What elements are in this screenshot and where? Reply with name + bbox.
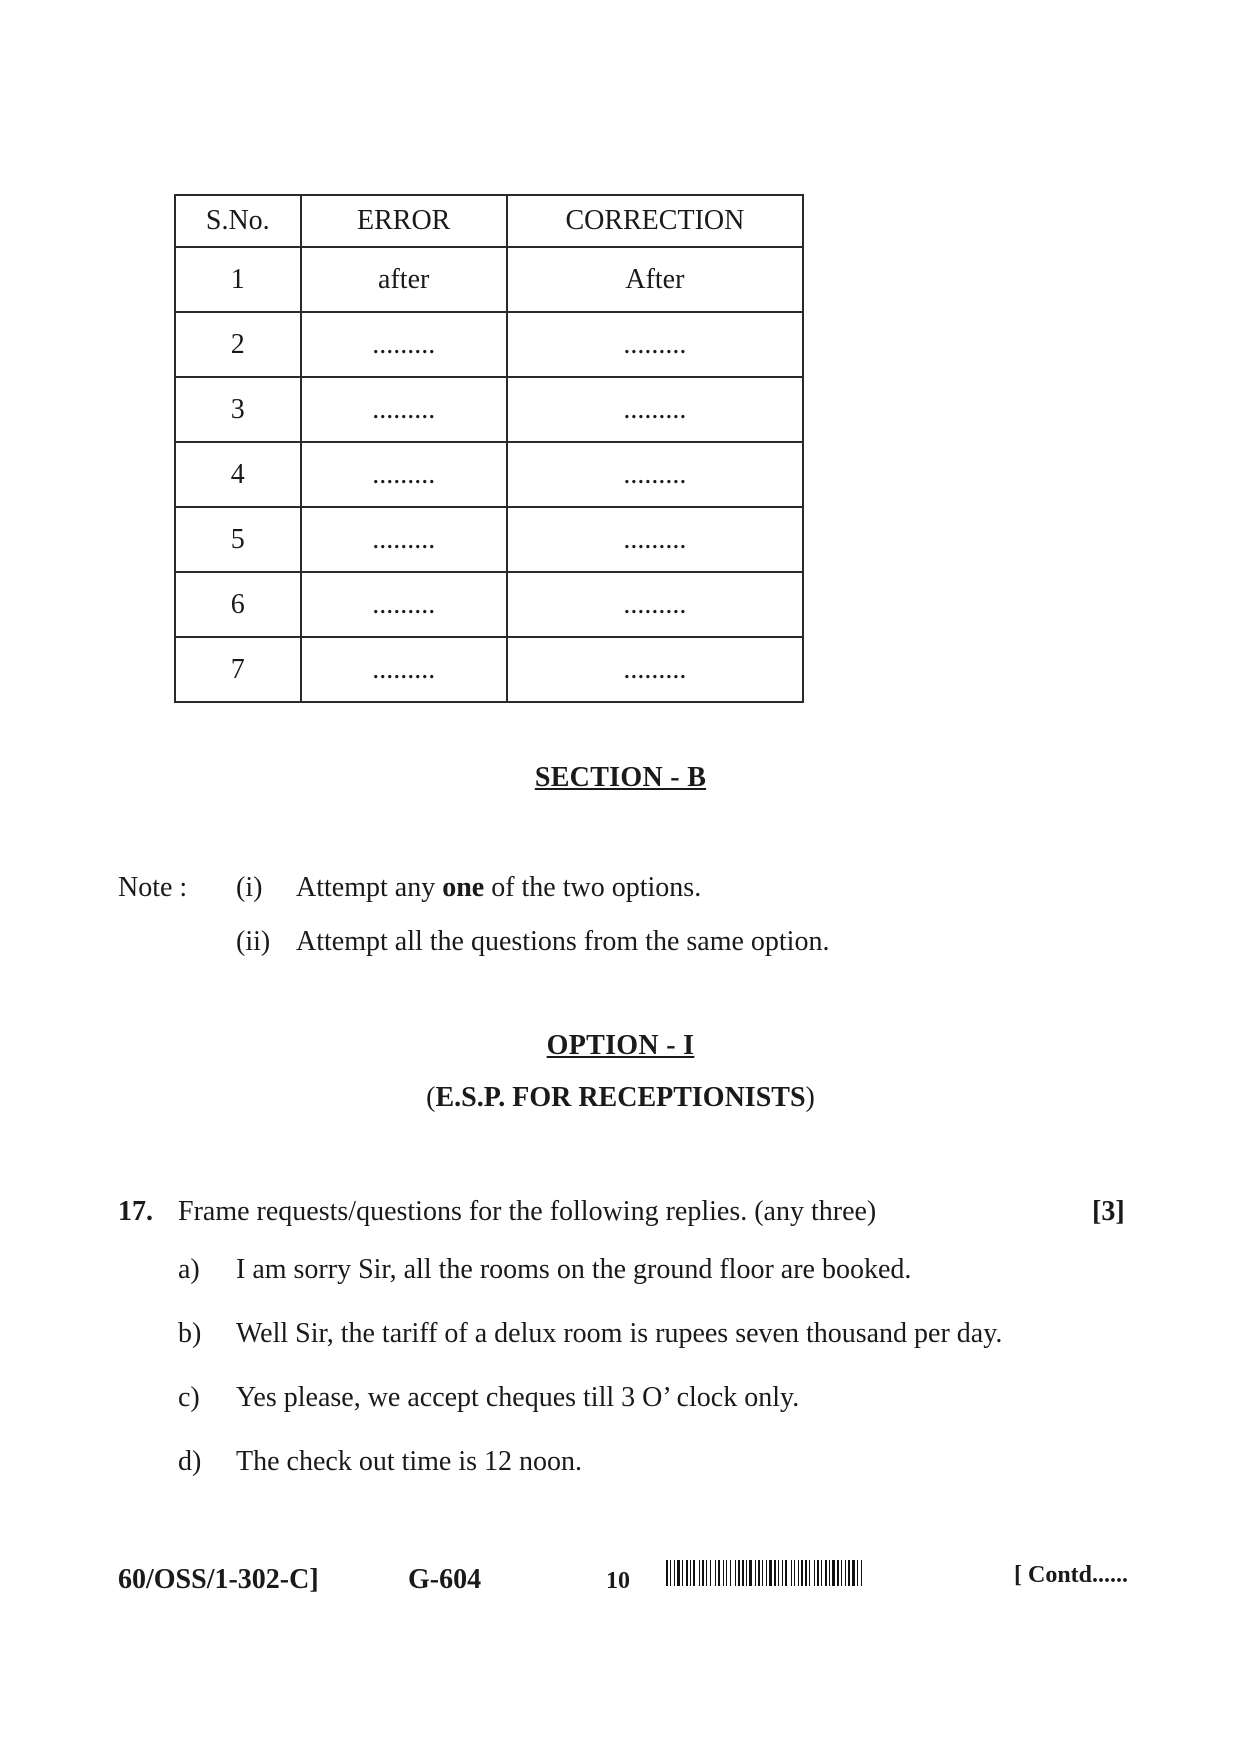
barcode-bar <box>749 1560 752 1586</box>
barcode-bar <box>845 1560 846 1586</box>
barcode-bar <box>785 1560 787 1586</box>
cell-correction: ......... <box>507 637 803 702</box>
barcode-bar <box>814 1560 815 1586</box>
barcode-bar <box>677 1560 680 1586</box>
barcode-bar <box>746 1560 747 1586</box>
contd-label: [ Contd...... <box>1014 1562 1129 1588</box>
barcode-bar <box>735 1560 736 1586</box>
note-label: Note : <box>118 872 188 903</box>
option-heading: OPTION - I <box>546 1030 695 1061</box>
cell-sno: 5 <box>175 507 301 572</box>
barcode-bar <box>693 1560 695 1586</box>
table-row <box>175 442 803 507</box>
barcode-bar <box>852 1560 855 1586</box>
barcode-bar <box>832 1560 835 1586</box>
cell-sno: 6 <box>175 572 301 637</box>
cell-sno: 2 <box>175 312 301 377</box>
barcode-bar <box>809 1560 810 1586</box>
barcode-bar <box>690 1560 691 1586</box>
barcode-bar <box>702 1560 704 1586</box>
option-label: b) <box>178 1318 202 1349</box>
barcode-bar <box>774 1560 776 1586</box>
barcode-bar <box>706 1560 707 1586</box>
table-row <box>175 377 803 442</box>
barcode-bar <box>841 1560 842 1586</box>
barcode-bar <box>821 1560 822 1586</box>
cell-correction: ......... <box>507 507 803 572</box>
header-sno: S.No. <box>175 195 301 247</box>
subtitle-text: E.S.P. FOR RECEPTIONISTS <box>435 1082 806 1113</box>
barcode-bar <box>738 1560 740 1586</box>
option-label: a) <box>178 1254 200 1285</box>
barcode-bar <box>861 1560 862 1586</box>
table-row <box>175 507 803 572</box>
barcode-bar <box>755 1560 756 1586</box>
barcode-bar <box>674 1560 675 1586</box>
cell-correction: ......... <box>507 442 803 507</box>
barcode-bar <box>758 1560 760 1586</box>
barcode-bar <box>782 1560 783 1586</box>
paper-series: G-604 <box>408 1564 482 1595</box>
note-item-number: (ii) <box>236 926 271 957</box>
page-number: 10 <box>606 1568 630 1594</box>
barcode-bar <box>723 1560 724 1586</box>
barcode-bar <box>726 1560 727 1586</box>
header-correction: CORRECTION <box>507 195 803 247</box>
note-text-part: of the two options. <box>484 872 702 903</box>
barcode-bar <box>715 1560 716 1586</box>
table-row <box>175 637 803 702</box>
cell-sno: 7 <box>175 637 301 702</box>
note-item-text <box>296 872 701 904</box>
cell-sno: 1 <box>175 247 301 312</box>
option-subtitle <box>0 1082 1241 1114</box>
barcode-bar <box>829 1560 830 1586</box>
barcode-bar <box>699 1560 700 1586</box>
barcode-bar <box>857 1560 858 1586</box>
note-item-text: Attempt all the questions from the same option. <box>296 926 830 957</box>
barcode-bar <box>742 1560 744 1586</box>
cell-error: ......... <box>301 507 507 572</box>
barcode-bar <box>837 1560 839 1586</box>
barcode-bar <box>769 1560 772 1586</box>
note-text-part: Attempt any <box>296 872 443 903</box>
cell-correction: After <box>507 247 803 312</box>
cell-correction: ......... <box>507 572 803 637</box>
barcode-bar <box>817 1560 819 1586</box>
reply-text: Yes please, we accept cheques till 3 O’ clock only. <box>236 1382 800 1413</box>
subtitle-paren-close: ) <box>805 1082 815 1113</box>
reply-text: Well Sir, the tariff of a delux room is rupees seven thousand per day. <box>236 1318 1003 1349</box>
barcode-bar <box>794 1560 795 1586</box>
barcode-bar <box>766 1560 767 1586</box>
barcode-bar <box>682 1560 683 1586</box>
cell-error: after <box>301 247 507 312</box>
header-error: ERROR <box>301 195 507 247</box>
reply-text: I am sorry Sir, all the rooms on the ground floor are booked. <box>236 1254 912 1285</box>
table-row <box>175 247 803 312</box>
question-number: 17. <box>118 1196 153 1227</box>
cell-error: ......... <box>301 312 507 377</box>
barcode-bar <box>798 1560 799 1586</box>
barcode-bar <box>730 1560 731 1586</box>
table-header-row <box>175 195 803 247</box>
barcode-bar <box>778 1560 779 1586</box>
option-label: c) <box>178 1382 200 1413</box>
barcode-bar <box>762 1560 763 1586</box>
barcode-bar <box>825 1560 827 1586</box>
barcode-bar <box>801 1560 803 1586</box>
subtitle-paren-open: ( <box>426 1082 436 1113</box>
barcode-bar <box>791 1560 792 1586</box>
cell-error: ......... <box>301 377 507 442</box>
reply-text: The check out time is 12 noon. <box>236 1446 583 1477</box>
cell-error: ......... <box>301 572 507 637</box>
question-marks: [3] <box>1092 1196 1125 1227</box>
barcode-bar <box>686 1560 688 1586</box>
option-label: d) <box>178 1446 202 1477</box>
barcode-bar <box>718 1560 720 1586</box>
barcode-bar <box>670 1560 671 1586</box>
cell-sno: 3 <box>175 377 301 442</box>
cell-correction: ......... <box>507 377 803 442</box>
cell-correction: ......... <box>507 312 803 377</box>
error-correction-table <box>174 194 804 703</box>
section-b-heading: SECTION - B <box>534 762 707 793</box>
barcode-bar <box>848 1560 850 1586</box>
table-row <box>175 572 803 637</box>
question-text: Frame requests/questions for the following replies. (any three) <box>178 1196 877 1227</box>
paper-code: 60/OSS/1-302-C] <box>118 1564 319 1595</box>
barcode-bar <box>666 1560 668 1586</box>
table-row <box>175 312 803 377</box>
barcode-bar <box>710 1560 711 1586</box>
cell-sno: 4 <box>175 442 301 507</box>
note-item-number: (i) <box>236 872 263 903</box>
cell-error: ......... <box>301 637 507 702</box>
cell-error: ......... <box>301 442 507 507</box>
barcode-icon <box>666 1558 1004 1588</box>
note-emphasis: one <box>442 872 485 903</box>
barcode-bar <box>805 1560 807 1586</box>
